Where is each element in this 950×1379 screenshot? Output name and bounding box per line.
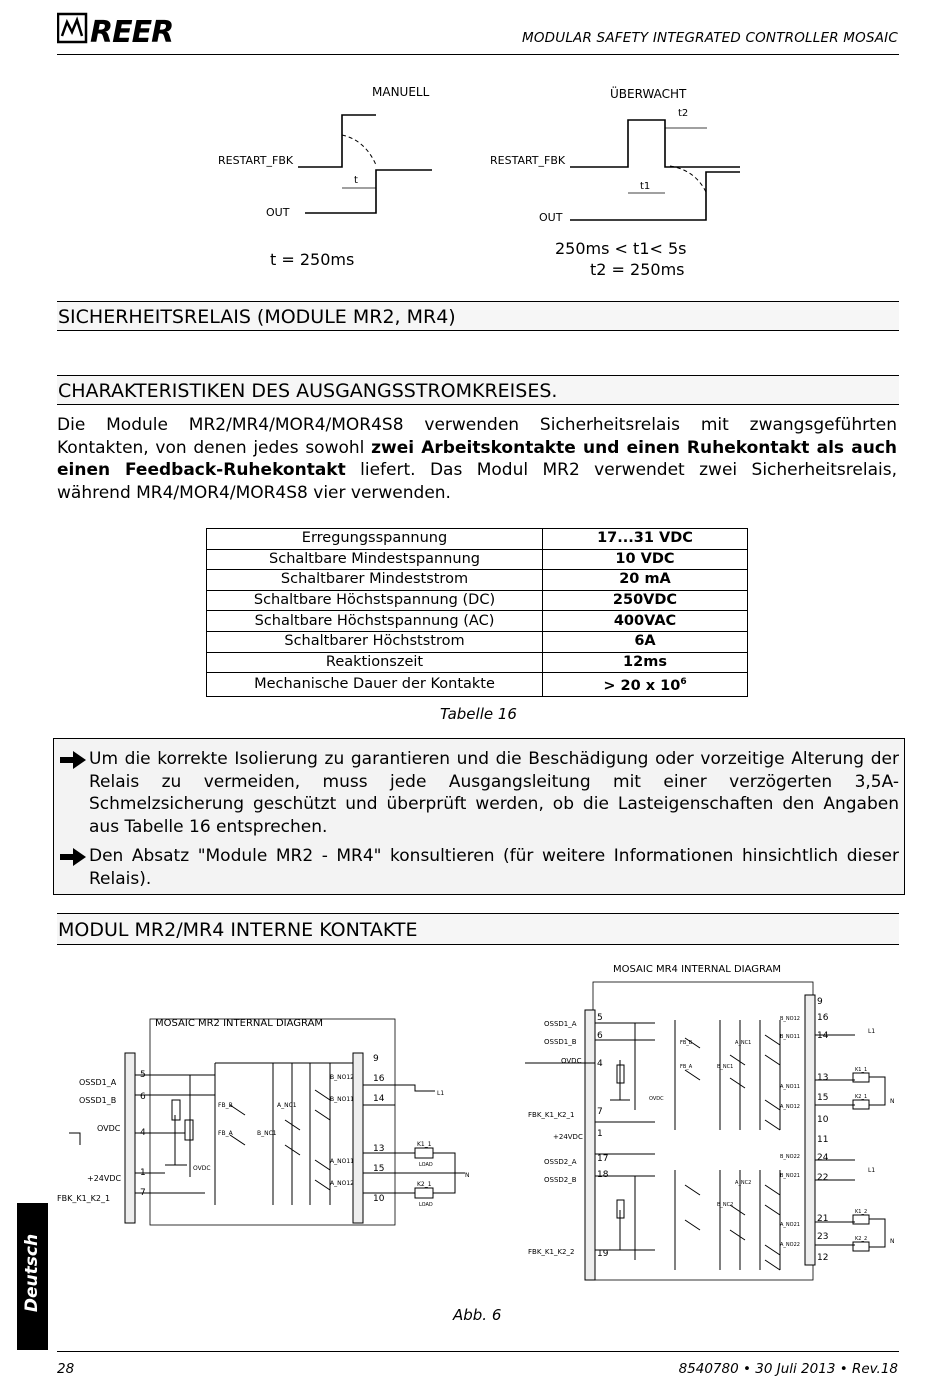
monitored-out-label: OUT bbox=[539, 211, 563, 224]
mr2-inner: A_NC1 bbox=[277, 1102, 297, 1109]
mr4-inner: A_NC1 bbox=[735, 1040, 752, 1046]
mr4-inner: A_NO21 bbox=[780, 1222, 800, 1228]
note-text: Um die korrekte Isolierung zu garantieren und die Beschädigung oder vorzeitige Alterung der Relais zu vermeiden, muss jede Ausgangsleitung mit einer verzögerten 3,5A-Schmelzsicherung geschützt und überprüft werden, ob die Lasteigenschaften den Angaben aus Tabelle 16 entsprechen. bbox=[89, 749, 899, 837]
spec-value: 12ms bbox=[543, 652, 748, 673]
table-row bbox=[207, 590, 748, 611]
mr2-neutral: N bbox=[465, 1172, 470, 1179]
mr4-inner: B_NC1 bbox=[717, 1064, 734, 1070]
spec-value bbox=[543, 673, 748, 697]
mr2-label: OSSD1_A bbox=[79, 1078, 117, 1087]
mr4-pin: 15 bbox=[817, 1093, 829, 1103]
output-spec-table bbox=[206, 528, 748, 697]
language-side-tab bbox=[17, 1203, 48, 1350]
mr4-inner: FB_B bbox=[680, 1040, 693, 1046]
mr4-inner: FB_A bbox=[680, 1064, 693, 1070]
mr4-pin: 21 bbox=[817, 1214, 829, 1224]
mr2-pin: 13 bbox=[373, 1144, 385, 1154]
spec-value-exponent: 6 bbox=[680, 677, 687, 688]
mr2-inner: FB_A bbox=[218, 1130, 233, 1137]
spec-label: Reaktionszeit bbox=[207, 652, 543, 673]
arrow-right-icon bbox=[59, 750, 87, 770]
spec-label: Mechanische Dauer der Kontakte bbox=[207, 673, 543, 697]
mr2-internal-diagram bbox=[55, 1005, 495, 1235]
mr4-inner: OVDC bbox=[649, 1096, 664, 1102]
mr2-inner: B_NO12 bbox=[330, 1074, 354, 1081]
table-row bbox=[207, 611, 748, 632]
mr4-pin: 14 bbox=[817, 1031, 829, 1041]
mr4-pin: 10 bbox=[817, 1115, 829, 1125]
svg-text:REER: REER bbox=[90, 15, 174, 46]
mr4-pin: 22 bbox=[817, 1173, 829, 1183]
monitored-t1-label: t1 bbox=[640, 181, 651, 192]
document-title: MODULAR SAFETY INTEGRATED CONTROLLER MOSAIC bbox=[521, 30, 898, 46]
spec-value-text: > 20 x 10 bbox=[603, 677, 681, 694]
mr4-load: K1_1 bbox=[855, 1067, 868, 1073]
table-row bbox=[207, 631, 748, 652]
mr4-inner: A_NO12 bbox=[780, 1104, 800, 1110]
mr4-label: OSSD2_A bbox=[544, 1158, 577, 1166]
mr4-label: +24VDC bbox=[553, 1133, 583, 1141]
mr2-pin: 10 bbox=[373, 1194, 385, 1204]
mr4-load: K1_2 bbox=[855, 1209, 868, 1215]
table-row bbox=[207, 529, 748, 550]
mr4-internal-diagram bbox=[525, 960, 905, 1285]
mr2-pin: 14 bbox=[373, 1094, 385, 1104]
manual-caption: t = 250ms bbox=[270, 250, 355, 269]
section-contacts-title: MODUL MR2/MR4 INTERNE KONTAKTE bbox=[57, 913, 899, 945]
mr2-pin: 1 bbox=[140, 1168, 146, 1178]
document-reference: 8540780 • 30 Juli 2013 • Rev.18 bbox=[678, 1361, 898, 1377]
table-row bbox=[207, 570, 748, 591]
mr2-pin: 9 bbox=[373, 1054, 379, 1064]
mr4-label: OSSD1_B bbox=[544, 1038, 577, 1046]
mr4-pin: 9 bbox=[817, 997, 823, 1007]
figure-caption: Abb. 6 bbox=[453, 1306, 502, 1324]
table-row bbox=[207, 549, 748, 570]
mr4-pin: 6 bbox=[597, 1031, 603, 1041]
mr2-pin: 7 bbox=[140, 1188, 146, 1198]
table-row bbox=[207, 652, 748, 673]
spec-label: Schaltbarer Mindeststrom bbox=[207, 570, 543, 591]
mr4-load: K2_2 bbox=[855, 1236, 868, 1242]
mr2-label: OVDC bbox=[97, 1124, 121, 1133]
mr4-inner: B_NO21 bbox=[780, 1173, 800, 1179]
mr2-load: K2_1 bbox=[417, 1181, 432, 1188]
spec-value: 10 VDC bbox=[543, 549, 748, 570]
footer-divider bbox=[57, 1351, 899, 1352]
mr2-label: +24VDC bbox=[87, 1174, 122, 1183]
mr4-line: L1 bbox=[868, 1028, 876, 1035]
monitored-restart-label: RESTART_FBK bbox=[490, 154, 566, 167]
mr2-title: MOSAIC MR2 INTERNAL DIAGRAM bbox=[155, 1018, 324, 1029]
arrow-right-icon bbox=[59, 847, 87, 867]
note-item bbox=[59, 748, 899, 838]
mr2-inner: A_NO11 bbox=[330, 1158, 354, 1165]
manual-title: MANUELL bbox=[372, 85, 430, 99]
mr2-load: LOAD bbox=[419, 1162, 433, 1168]
mr4-pin: 12 bbox=[817, 1253, 829, 1263]
mr2-pin: 6 bbox=[140, 1092, 146, 1102]
mr4-inner: A_NO11 bbox=[780, 1084, 800, 1090]
mr4-inner: A_NC2 bbox=[735, 1180, 752, 1186]
mr4-pin: 13 bbox=[817, 1073, 829, 1083]
mr4-pin: 4 bbox=[597, 1059, 603, 1069]
mr2-inner: FB_B bbox=[218, 1102, 233, 1109]
mr4-line: L1 bbox=[868, 1167, 876, 1174]
spec-label: Schaltbare Höchstspannung (DC) bbox=[207, 590, 543, 611]
warning-note bbox=[53, 738, 905, 895]
mr4-label: OSSD1_A bbox=[544, 1020, 577, 1028]
mr4-label: FBK_K1_K2_1 bbox=[528, 1111, 575, 1119]
mr4-load: K2_1 bbox=[855, 1094, 868, 1100]
mr4-inner: B_NC2 bbox=[717, 1202, 734, 1208]
mr2-load: LOAD bbox=[419, 1202, 433, 1208]
mr4-label: FBK_K1_K2_2 bbox=[528, 1248, 575, 1256]
mr2-label: OSSD1_B bbox=[79, 1096, 117, 1105]
mr2-pin: 4 bbox=[140, 1128, 146, 1138]
mr2-label: FBK_K1_K2_1 bbox=[57, 1194, 111, 1203]
monitored-caption-1: 250ms < t1< 5s bbox=[555, 239, 687, 258]
mr4-label: OSSD2_B bbox=[544, 1176, 577, 1184]
spec-label: Schaltbare Mindestspannung bbox=[207, 549, 543, 570]
mr2-pin: 15 bbox=[373, 1164, 385, 1174]
manual-restart-label: RESTART_FBK bbox=[218, 154, 294, 167]
note-item bbox=[59, 845, 899, 890]
spec-label: Schaltbare Höchstspannung (AC) bbox=[207, 611, 543, 632]
para-part2: liefert. Das Modul MR2 verwendet zwei Sicherheitsrelais, während MR4/MOR4/MOR4S8 vier verwenden. bbox=[57, 460, 897, 503]
monitored-title: ÜBERWACHT bbox=[610, 87, 687, 101]
spec-label: Schaltbarer Höchststrom bbox=[207, 631, 543, 652]
spec-value: 400VAC bbox=[543, 611, 748, 632]
mr4-inner: B_NO11 bbox=[780, 1034, 800, 1040]
mr4-pin: 18 bbox=[597, 1170, 609, 1180]
mr2-inner: A_NO12 bbox=[330, 1180, 354, 1187]
mr2-pin: 16 bbox=[373, 1074, 385, 1084]
mr2-inner: B_NC1 bbox=[257, 1130, 277, 1137]
mr4-pin: 16 bbox=[817, 1013, 829, 1023]
mr4-neutral: N bbox=[890, 1098, 895, 1105]
mr2-inner: OVDC bbox=[193, 1165, 211, 1172]
table-row bbox=[207, 673, 748, 697]
restart-timing-diagram bbox=[200, 80, 760, 280]
para-part1: Die Module MR2/MR4/MOR4/MOR4S8 verwenden Sicherheitsrelais mit zwangsgeführten Kontakten, von denen jedes sowohl bbox=[57, 415, 897, 458]
note-text: Den Absatz "Module MR2 - MR4" konsultieren (für weitere Informationen hinsichtlich dieser Relais). bbox=[89, 846, 899, 889]
mr4-pin: 19 bbox=[597, 1249, 609, 1259]
monitored-t2-label: t2 bbox=[678, 108, 689, 119]
spec-value: 6A bbox=[543, 631, 748, 652]
table-caption: Tabelle 16 bbox=[440, 705, 517, 723]
mr4-label: OVDC bbox=[561, 1057, 582, 1065]
reer-logo bbox=[57, 12, 187, 46]
para-bold: zwei Arbeitskontakte und einen Ruhekontakt als auch einen Feedback-Ruhekontakt bbox=[57, 437, 898, 480]
mr4-pin: 24 bbox=[817, 1153, 829, 1163]
mr4-pin: 1 bbox=[597, 1129, 603, 1139]
spec-value: 250VDC bbox=[543, 590, 748, 611]
mr2-load: K1_1 bbox=[417, 1141, 432, 1148]
mr4-pin: 23 bbox=[817, 1232, 829, 1242]
manual-delay-label: t bbox=[354, 175, 358, 186]
monitored-caption-2: t2 = 250ms bbox=[590, 260, 685, 279]
mr4-inner: B_NO22 bbox=[780, 1154, 800, 1160]
section-output-title: CHARAKTERISTIKEN DES AUSGANGSSTROMKREISES. bbox=[57, 375, 899, 405]
mr4-pin: 5 bbox=[597, 1013, 603, 1023]
manual-out-label: OUT bbox=[266, 206, 290, 219]
mr2-inner: B_NO11 bbox=[330, 1096, 354, 1103]
spec-label: Erregungsspannung bbox=[207, 529, 543, 550]
section-relays-title: SICHERHEITSRELAIS (MODULE MR2, MR4) bbox=[57, 301, 899, 331]
mr4-pin: 17 bbox=[597, 1154, 609, 1164]
mr4-pin: 11 bbox=[817, 1135, 829, 1145]
mr4-title: MOSAIC MR4 INTERNAL DIAGRAM bbox=[613, 964, 782, 975]
header-divider bbox=[57, 54, 899, 55]
spec-value: 20 mA bbox=[543, 570, 748, 591]
mr2-line: L1 bbox=[437, 1090, 445, 1097]
page-number: 28 bbox=[57, 1361, 75, 1377]
spec-value: 17...31 VDC bbox=[543, 529, 748, 550]
mr4-pin: 7 bbox=[597, 1107, 603, 1117]
mr2-pin: 5 bbox=[140, 1070, 146, 1080]
mr4-inner: A_NO22 bbox=[780, 1242, 800, 1248]
output-description bbox=[57, 414, 897, 504]
mr4-inner: B_NO12 bbox=[780, 1016, 800, 1022]
language-label: Deutsch bbox=[22, 1233, 42, 1313]
mr4-neutral: N bbox=[890, 1238, 895, 1245]
